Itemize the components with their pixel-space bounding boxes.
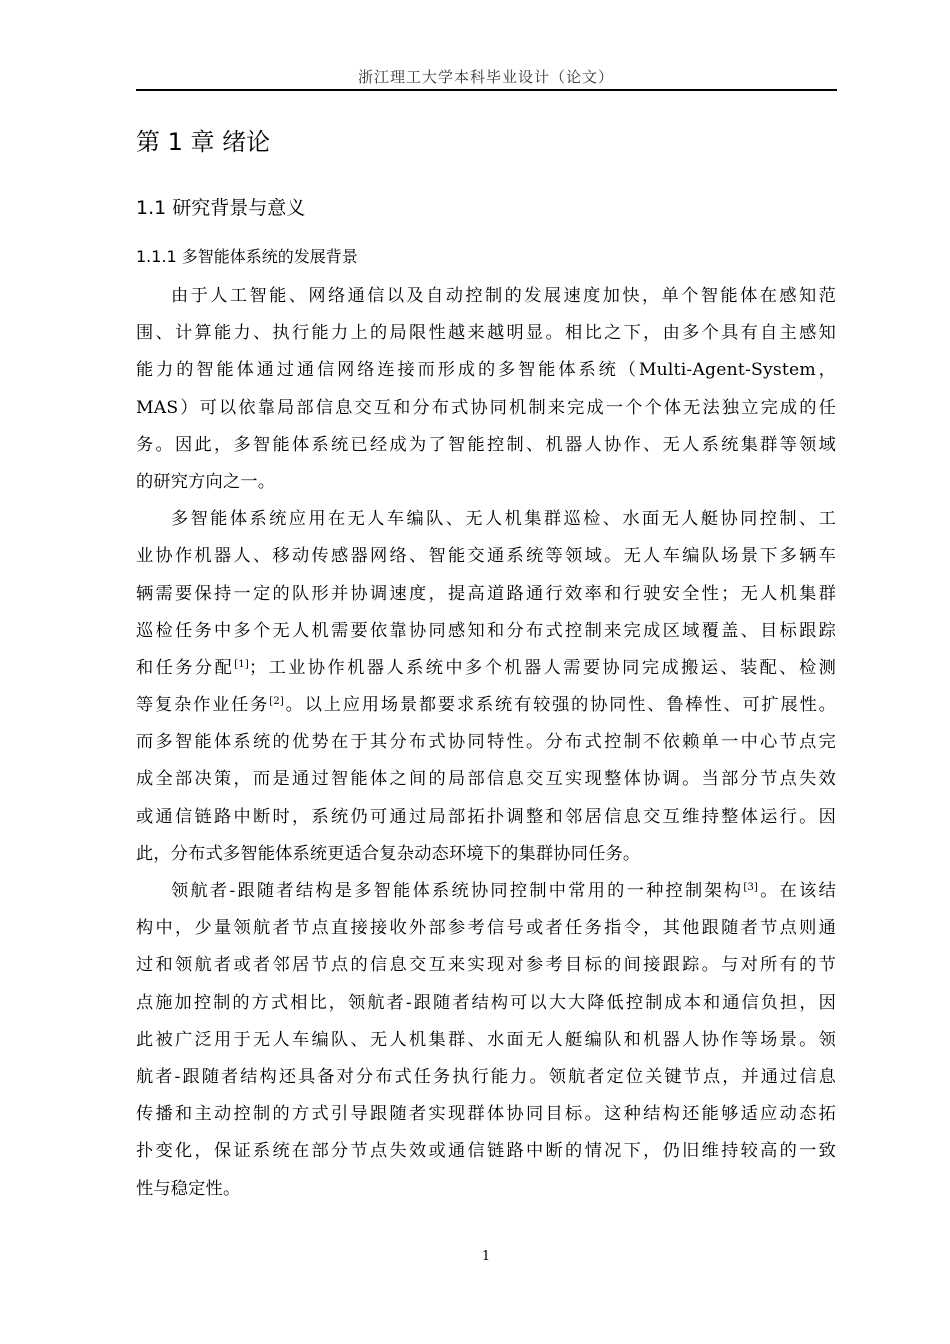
paragraph-3-line: 航者-跟随者结构还具备对分布式任务执行能力。领航者定位关键节点，并通过信息 (136, 1066, 836, 1087)
paragraph-3-line: 扑变化，保证系统在部分节点失效或通信链路中断的情况下，仍旧维持较高的一致 (136, 1141, 836, 1162)
citation-3[interactable]: [3] (743, 882, 759, 893)
paragraph-1-line: 围、计算能力、执行能力上的局限性越来越明显。相比之下，由多个具有自主感知 (136, 323, 836, 344)
subsection-title: 1.1.1 多智能体系统的发展背景 (136, 247, 358, 266)
paragraph-3-line: 此被广泛用于无人车编队、无人机集群、水面无人艇编队和机器人协作等场景。领 (136, 1029, 836, 1050)
paragraph-2-text: 等复杂作业任务 (136, 695, 270, 716)
paragraph-2-text: ；工业协作机器人系统中多个机器人需要协同完成搬运、装配、检测 (248, 657, 836, 678)
header-rule (136, 89, 837, 91)
paragraph-1-line: 的研究方向之一。 (136, 471, 276, 492)
paragraph-1-line: 务。因此，多智能体系统已经成为了智能控制、机器人协作、无人系统集群等领域 (136, 434, 836, 455)
paragraph-3-line: 传播和主动控制的方式引导跟随者实现群体协同目标。这种结构还能够适应动态拓 (136, 1104, 836, 1125)
paragraph-2-line: 辆需要保持一定的队形并协调速度，提高道路通行效率和行驶安全性；无人机集群 (136, 583, 836, 604)
chapter-title: 第 1 章 绪论 (136, 128, 271, 156)
paragraph-3-line: 性与稳定性。 (136, 1178, 241, 1199)
paragraph-2-line: 而多智能体系统的优势在于其分布式协同特性。分布式控制不依赖单一中心节点完 (136, 732, 836, 753)
paragraph-3-text: 领航者-跟随者结构是多智能体系统协同控制中常用的一种控制架构 (171, 881, 744, 901)
paragraph-2-line: 此，分布式多智能体系统更适合复杂动态环境下的集群协同任务。 (136, 843, 641, 864)
paragraph-2-line (136, 687, 836, 724)
paragraph-1-line: 由于人工智能、网络通信以及自动控制的发展速度加快，单个智能体在感知范 (171, 286, 836, 306)
citation-1[interactable]: [1] (234, 658, 249, 670)
paragraph-3-line (136, 873, 836, 910)
paragraph-3-line: 构中，少量领航者节点直接接收外部参考信号或者任务指令，其他跟随者节点则通 (136, 918, 836, 939)
paragraph-2-line: 或通信链路中断时，系统仍可通过局部拓扑调整和邻居信息交互维持整体运行。因 (136, 806, 836, 827)
page-number: 1 (481, 1249, 491, 1264)
paragraph-3-text: 。在该结 (758, 881, 836, 901)
paragraph-2-line: 巡检任务中多个无人机需要依靠协同感知和分布式控制来完成区域覆盖、目标跟踪 (136, 620, 836, 641)
citation-2[interactable]: [2] (269, 696, 285, 708)
paragraph-3-line: 过和领航者或者邻居节点的信息交互来实现对参考目标的间接跟踪。与对所有的节 (136, 955, 836, 976)
body-text (136, 278, 836, 1208)
paragraph-2-text: 。以上应用场景都要求系统有较强的协同性、鲁棒性、可扩展性。 (284, 695, 836, 716)
paragraph-2-text: 和任务分配 (136, 657, 235, 678)
paragraph-2-line: 业协作机器人、移动传感器网络、智能交通系统等领域。无人车编队场景下多辆车 (136, 546, 836, 567)
paragraph-2-line (136, 650, 836, 687)
paragraph-2-line: 多智能体系统应用在无人车编队、无人机集群巡检、水面无人艇协同控制、工 (171, 509, 836, 530)
paragraph-3-line: 点施加控制的方式相比，领航者-跟随者结构可以大大降低控制成本和通信负担，因 (136, 992, 836, 1013)
paragraph-1-line: 能力的智能体通过通信网络连接而形成的多智能体系统（Multi-Agent-System， (136, 360, 836, 381)
paragraph-2-line: 成全部决策，而是通过智能体之间的局部信息交互实现整体协调。当部分节点失效 (136, 769, 836, 790)
paragraph-1-line: MAS）可以依靠局部信息交互和分布式协同机制来完成一个个体无法独立完成的任 (136, 397, 836, 418)
section-title: 1.1 研究背景与意义 (136, 197, 306, 219)
running-header: 浙江理工大学本科毕业设计（论文） (357, 68, 614, 86)
